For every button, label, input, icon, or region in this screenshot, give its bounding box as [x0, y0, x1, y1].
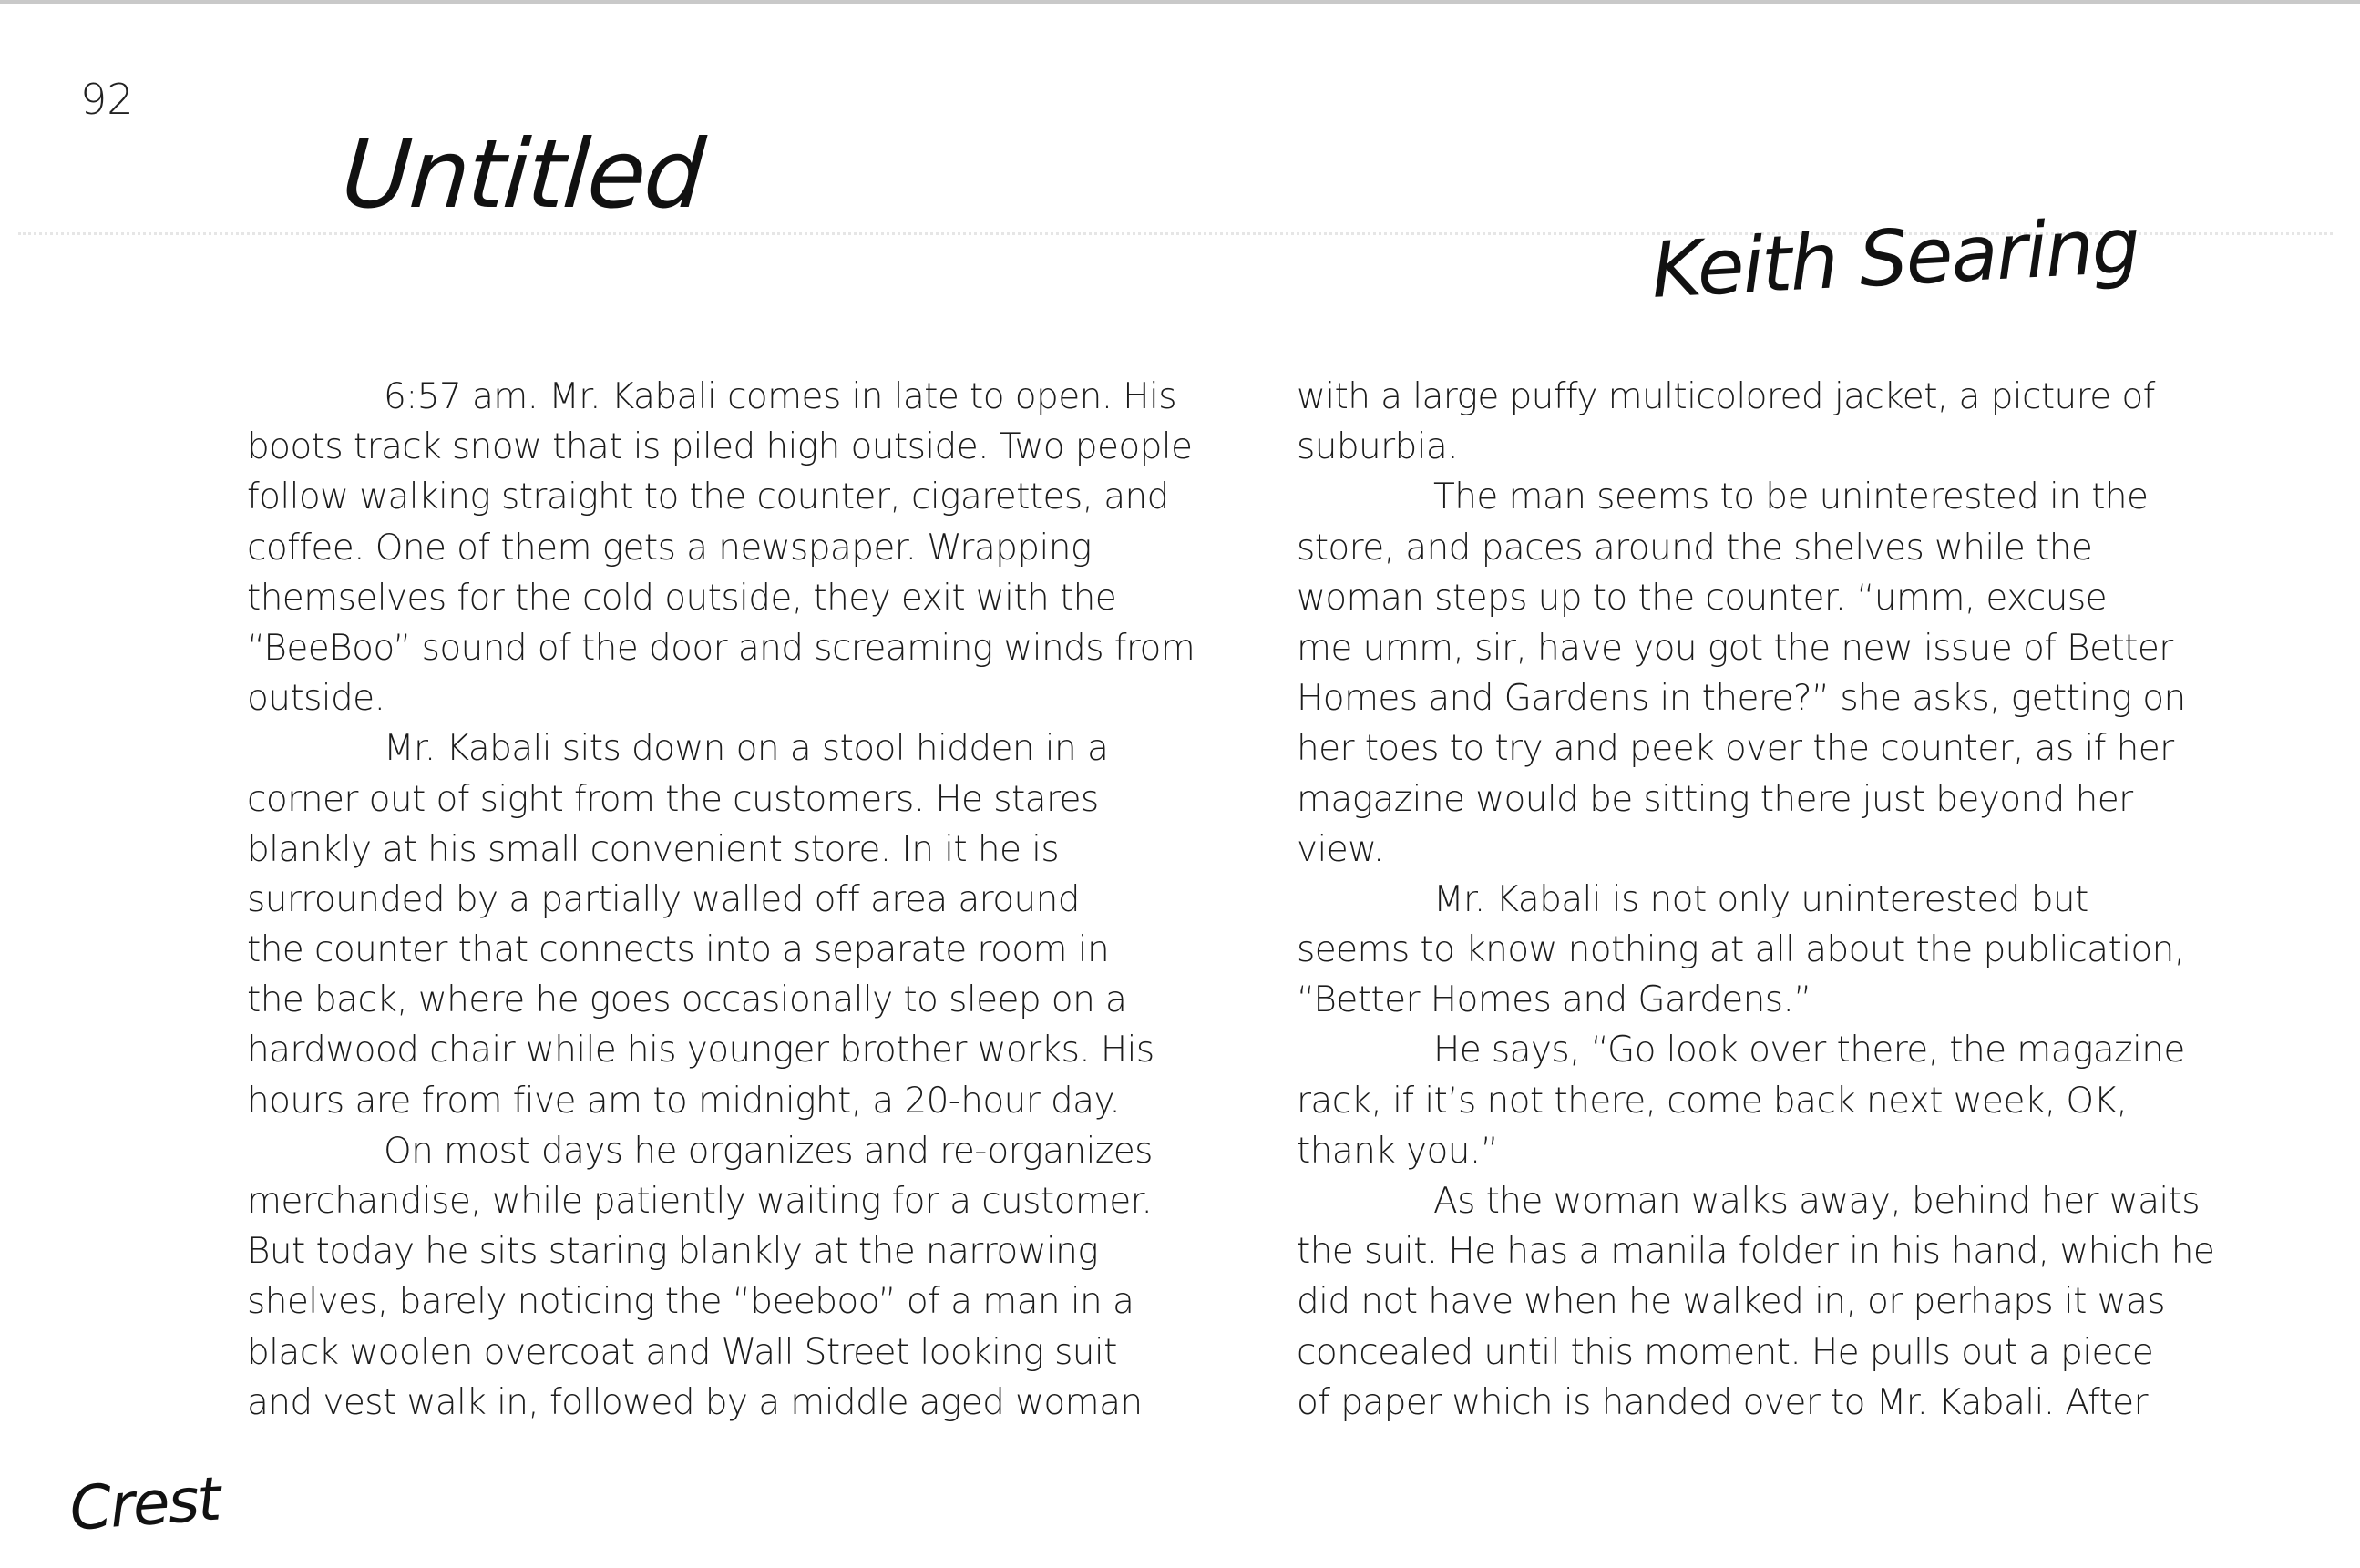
text-line: hardwood chair while his younger brother works. His: [247, 1030, 1154, 1071]
crest-logo: Crest: [67, 1463, 222, 1544]
text-line: with a large puffy multicolored jacket, a picture of: [1297, 376, 2155, 417]
text-line: woman steps up to the counter. “umm, excuse: [1297, 577, 2108, 619]
text-line: magazine would be sitting there just beyond her: [1297, 778, 2133, 820]
handwritten-author-name: Keith Searing: [1649, 200, 2141, 315]
text-line: her toes to try and peek over the counter, as if her: [1297, 728, 2174, 770]
text-line: suburbia.: [1297, 426, 1459, 468]
text-line: store, and paces around the shelves while the: [1297, 527, 2093, 569]
text-line: He says, “Go look over there, the magazine: [1433, 1030, 2185, 1071]
text-line: black woolen overcoat and Wall Street looking suit: [247, 1331, 1117, 1373]
text-line: coffee. One of them gets a newspaper. Wrapping: [247, 527, 1092, 569]
handwritten-title: Untitled: [338, 118, 707, 230]
text-line: Mr. Kabali sits down on a stool hidden in a: [384, 728, 1109, 770]
text-line: But today he sits staring blankly at the narrowing: [247, 1231, 1099, 1273]
text-line: the counter that connects into a separate room in: [247, 929, 1110, 971]
text-line: rack, if it’s not there, come back next week, OK,: [1297, 1080, 2128, 1122]
text-line: the suit. He has a manila folder in his hand, which he: [1297, 1231, 2215, 1273]
text-line: me umm, sir, have you got the new issue of Better: [1297, 627, 2173, 669]
text-line: 6:57 am. Mr. Kabali comes in late to open. His: [384, 376, 1176, 417]
text-line: of paper which is handed over to Mr. Kabali. After: [1297, 1381, 2148, 1423]
text-line: did not have when he walked in, or perhaps it was: [1297, 1281, 2165, 1323]
top-border-rule: [0, 0, 2360, 4]
text-line: boots track snow that is piled high outside. Two people: [247, 426, 1193, 468]
text-line: “Better Homes and Gardens.”: [1297, 979, 1811, 1021]
text-line: seems to know nothing at all about the publication,: [1297, 929, 2185, 971]
text-line: thank you.”: [1297, 1130, 1499, 1172]
text-line: concealed until this moment. He pulls out a piece: [1297, 1331, 2154, 1373]
text-line: Homes and Gardens in there?” she asks, getting on: [1297, 678, 2186, 720]
text-line: the back, where he goes occasionally to sleep on a: [247, 979, 1127, 1021]
text-line: Mr. Kabali is not only uninterested but: [1433, 878, 2088, 920]
text-line: merchandise, while patiently waiting for a customer.: [247, 1181, 1153, 1222]
text-line: “BeeBoo” sound of the door and screaming winds from: [247, 627, 1195, 669]
text-line: On most days he organizes and re-organizes: [384, 1130, 1153, 1172]
text-line: corner out of sight from the customers. He stares: [247, 778, 1099, 820]
text-line: themselves for the cold outside, they exit with the: [247, 577, 1117, 619]
page-number: 92: [80, 75, 134, 124]
text-line: and vest walk in, followed by a middle aged woman: [247, 1381, 1143, 1423]
text-line: surrounded by a partially walled off area around: [247, 878, 1080, 920]
text-line: As the woman walks away, behind her waits: [1433, 1181, 2201, 1222]
text-line: outside.: [247, 678, 385, 720]
text-line: The man seems to be uninterested in the: [1433, 477, 2149, 518]
text-line: view.: [1297, 828, 1384, 870]
text-line: follow walking straight to the counter, cigarettes, and: [247, 477, 1169, 518]
left-text-column: [247, 372, 1195, 1428]
right-text-column: [1297, 372, 2226, 1428]
text-line: hours are from five am to midnight, a 20-hour day.: [247, 1080, 1121, 1122]
text-line: shelves, barely noticing the “beeboo” of a man in a: [247, 1281, 1134, 1323]
text-line: blankly at his small convenient store. In it he is: [247, 828, 1060, 870]
